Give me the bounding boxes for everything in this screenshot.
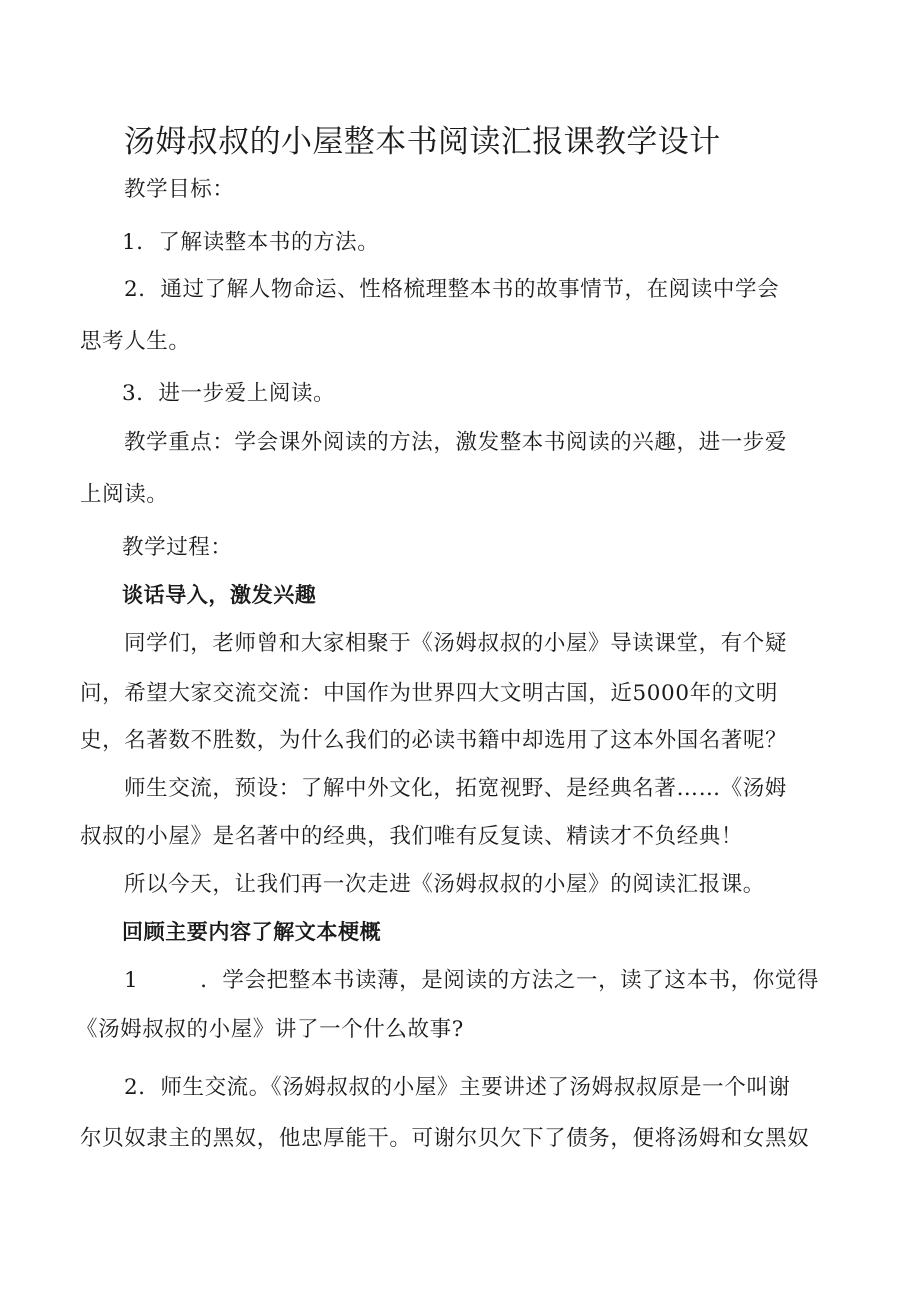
key-point-line-2: 上阅读。 [80, 482, 169, 507]
process-heading: 教学过程： [122, 535, 233, 560]
section-1-para-1-line-2: 问，希望大家交流交流：中国作为世界四大文明古国，近5000年的文明 [80, 681, 779, 706]
objectives-heading: 教学目标： [124, 177, 235, 202]
key-point-line-1: 教学重点：学会课外阅读的方法，激发整本书阅读的兴趣，进一步爱 [124, 430, 788, 455]
section-1-heading: 谈话导入，激发兴趣 [122, 583, 317, 607]
section-2-item-1-text: ．学会把整本书读薄，是阅读的方法之一，读了这本书，你觉得 [200, 968, 820, 993]
objective-2-line-1: 2．通过了解人物命运、性格梳理整本书的故事情节，在阅读中学会 [124, 277, 780, 302]
section-2-item-1-number: 1 [124, 968, 139, 993]
page-title: 汤姆叔叔的小屋整本书阅读汇报课教学设计 [124, 124, 721, 160]
section-2-heading: 回顾主要内容了解文本梗概 [122, 920, 382, 944]
section-1-para-2-line-1: 师生交流，预设：了解中外文化，拓宽视野、是经典名著……《汤姆 [124, 776, 788, 801]
section-2-item-1-line-1 [124, 966, 819, 996]
objective-3: 3．进一步爱上阅读。 [122, 381, 336, 406]
section-1-para-3: 所以今天，让我们再一次走进《汤姆叔叔的小屋》的阅读汇报课。 [124, 872, 765, 897]
section-2-item-2-line-1: 2．师生交流。《汤姆叔叔的小屋》主要讲述了汤姆叔叔原是一个叫谢 [124, 1075, 791, 1100]
section-1-para-1-line-1: 同学们，老师曾和大家相聚于《汤姆叔叔的小屋》导读课堂，有个疑 [124, 631, 788, 656]
section-1-para-1-line-3: 史，名著数不胜数，为什么我们的必读书籍中却选用了这本外国名著呢？ [80, 728, 788, 753]
section-1-para-2-line-2: 叔叔的小屋》是名著中的经典，我们唯有反复读、精读才不负经典！ [80, 824, 744, 849]
objective-2-line-2: 思考人生。 [80, 329, 191, 354]
section-2-item-1-line-2: 《汤姆叔叔的小屋》讲了一个什么故事? [76, 1017, 464, 1042]
section-2-item-2-line-2: 尔贝奴隶主的黑奴，他忠厚能干。可谢尔贝欠下了债务，便将汤姆和女黑奴 [80, 1126, 810, 1151]
objective-1: 1．了解读整本书的方法。 [122, 230, 380, 255]
